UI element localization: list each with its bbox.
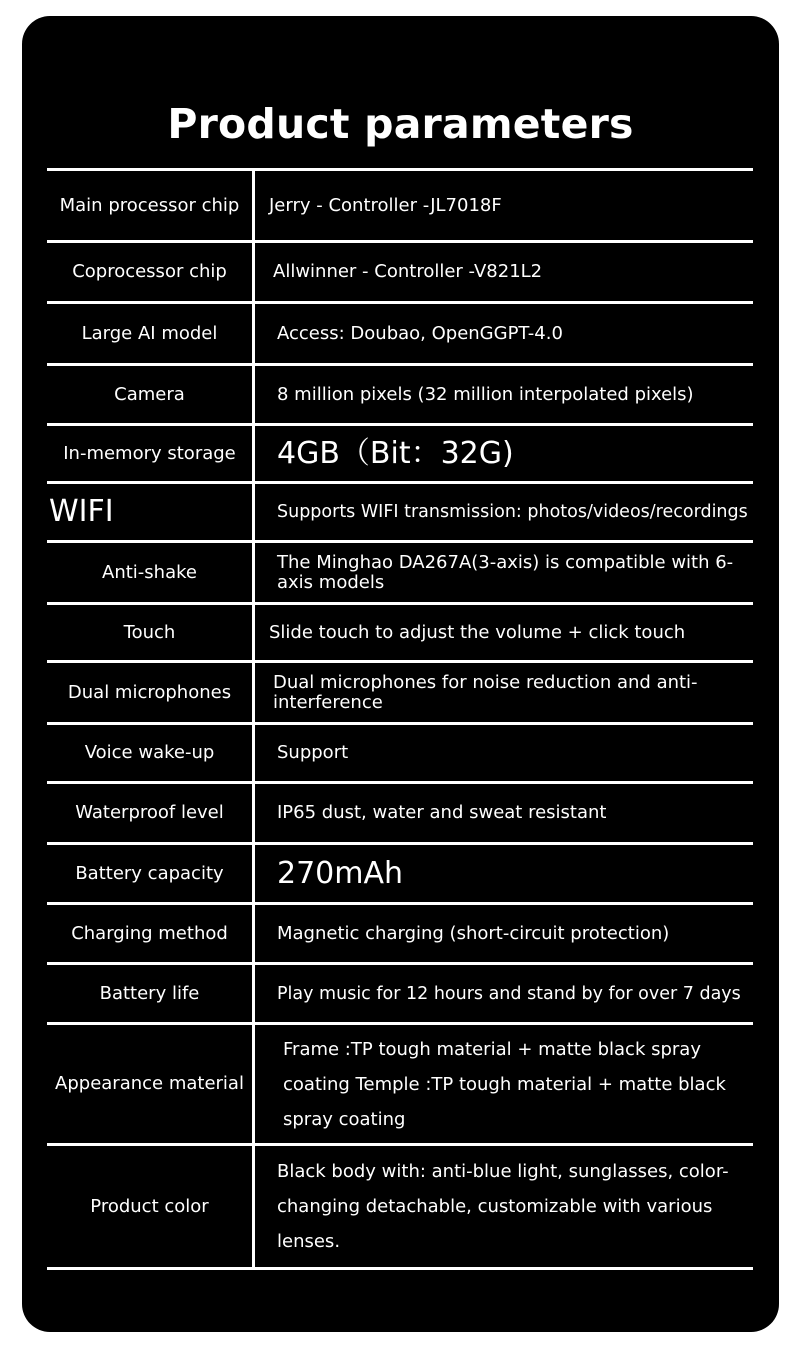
table-row (47, 304, 753, 366)
row-value-charging-method: Magnetic charging (short-circuit protection) (277, 922, 670, 944)
row-label-main-processor-chip: Main processor chip (47, 171, 255, 240)
row-value-product-color: Black body with: anti-blue light, sunglasses, color-changing detachable, customizable with various lenses. (277, 1161, 729, 1252)
table-row (47, 845, 753, 905)
row-value-waterproof-level: IP65 dust, water and sweat resistant (277, 802, 607, 823)
row-label-voice-wake-up: Voice wake-up (47, 725, 255, 781)
row-label-in-memory-storage: In-memory storage (47, 426, 255, 481)
table-row (47, 243, 753, 304)
table-row (47, 543, 753, 605)
table-row (47, 171, 753, 243)
row-label-wifi: WIFI (47, 484, 255, 540)
row-value-in-memory-storage: 4GB（Bit：32G) (277, 435, 514, 471)
table-row (47, 965, 753, 1025)
table-row (47, 1025, 753, 1146)
table-row (47, 1146, 753, 1270)
row-label-coprocessor-chip: Coprocessor chip (47, 243, 255, 301)
row-value-touch: Slide touch to adjust the volume + click touch (269, 621, 686, 643)
row-value-voice-wake-up: Support (277, 742, 349, 763)
table-row (47, 366, 753, 426)
row-label-touch: Touch (47, 605, 255, 660)
row-label-appearance-material: Appearance material (47, 1025, 255, 1143)
row-value-large-ai-model: Access: Doubao, OpenGGPT-4.0 (277, 322, 563, 344)
parameters-card (22, 16, 779, 1332)
row-value-battery-capacity: 270mAh (277, 855, 404, 891)
table-row (47, 663, 753, 725)
parameters-table (47, 168, 753, 1270)
table-row (47, 484, 753, 543)
row-label-anti-shake: Anti-shake (47, 543, 255, 602)
row-value-dual-microphones: Dual microphones for noise reduction and anti-interference (273, 671, 698, 713)
row-value-anti-shake: The Minghao DA267A(3-axis) is compatible with 6-axis models (277, 551, 734, 593)
table-row (47, 426, 753, 484)
row-label-dual-microphones: Dual microphones (47, 663, 255, 722)
row-label-waterproof-level: Waterproof level (47, 784, 255, 842)
row-label-large-ai-model: Large AI model (47, 304, 255, 363)
row-label-battery-life: Battery life (47, 965, 255, 1022)
row-value-main-processor-chip: Jerry - Controller -JL7018F (269, 194, 502, 216)
row-value-wifi: Supports WIFI transmission: photos/videos/recordings (277, 502, 748, 522)
row-label-camera: Camera (47, 366, 255, 423)
table-row (47, 725, 753, 784)
row-label-battery-capacity: Battery capacity (47, 845, 255, 902)
table-row (47, 605, 753, 663)
row-label-product-color: Product color (47, 1146, 255, 1267)
row-value-appearance-material: Frame :TP tough material + matte black spray coating Temple :TP tough material + matte black spray coating (283, 1038, 726, 1130)
row-value-coprocessor-chip: Allwinner - Controller -V821L2 (273, 261, 543, 282)
row-value-camera: 8 million pixels (32 million interpolated pixels) (277, 383, 694, 405)
row-value-battery-life: Play music for 12 hours and stand by for over 7 days (277, 983, 741, 1004)
row-label-charging-method: Charging method (47, 905, 255, 962)
table-row (47, 784, 753, 845)
table-row (47, 905, 753, 965)
page-title: Product parameters (167, 100, 634, 148)
